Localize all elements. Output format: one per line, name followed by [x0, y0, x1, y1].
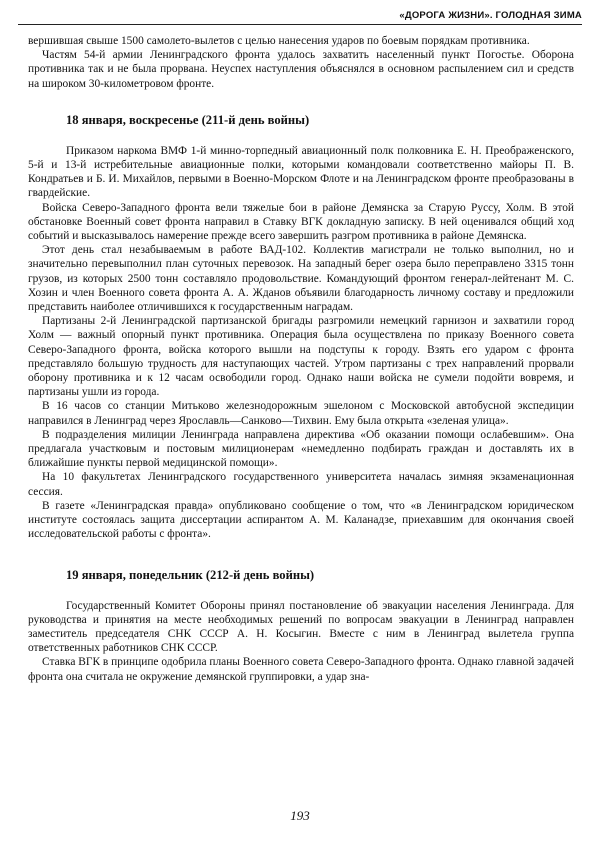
paragraph: В подразделения милиции Ленинграда направлена директива «Об оказании помощи ослабевшим». Она предлагала участковым и постовым милиционерам «немедленно подбирать граждан и доставлять их в ближайшие пункты первой медицинской помощи».: [28, 428, 574, 470]
paragraph: Частям 54-й армии Ленинградского фронта удалось захватить населенный пункт Погостье. Оборона противника так и не была прорвана. Неуспех наступления объяснялся в основном распылением сил и средств на широком 30-километровом фронте.: [28, 49, 574, 90]
spacer: [28, 91, 574, 113]
paragraph: Приказом наркома ВМФ 1-й минно-торпедный авиационный полк полковника Е. Н. Преображенского, 5-й и 13-й истребительные авиационные полки, которыми командовали соответственно майоры П. В. Кондратьев и Б. И. Михайлов, первыми в Военно-Морском Флоте и на Ленинградском фронте преобразованы в гвардейские.: [28, 144, 574, 200]
paragraph: Этот день стал незабываемым в работе ВАД-102. Коллектив магистрали не только выполнил, но и значительно перевыполнил план суточных перевозок. На западный берег озера было переправлено 3315 тонн грузов, из которых 2500 тонн составляло продовольствие. Командующий фронтом генерал-лейтенант М. С. Хозин и член Военного совета фронта А. А. Жданов объявили благодарность личному составу и предложили представить наиболее отличившихся к государственным наградам.: [28, 244, 574, 314]
section-heading-jan18: 18 января, воскресенье (211-й день войны): [66, 112, 310, 127]
spacer: [28, 128, 574, 144]
page-body: [28, 34, 574, 684]
paragraph: Войска Северо-Западного фронта вели тяжелые бои в районе Демянска за Старую Руссу, Холм. В этой обстановке Военный совет фронта направил в Ставку ВГК докладную записку. В ней оценивался общий ход событий и высказывалось намерение прежде всего завершить разгром противника в районе Демянска.: [28, 201, 574, 243]
spacer: [28, 542, 574, 568]
paragraph: В 16 часов со станции Митьково железнодорожным эшелоном с Московской автобусной экспедиции направился в Ленинград через Ярославль—Санково—Тихвин. Ему была открыта «зеленая улица».: [28, 400, 574, 427]
section-heading-jan19: 19 января, понедельник (212-й день войны): [66, 567, 315, 582]
page-number: 193: [290, 808, 310, 823]
running-head: «ДОРОГА ЖИЗНИ». ГОЛОДНАЯ ЗИМА: [399, 10, 582, 21]
spacer: [28, 583, 574, 599]
paragraph: В газете «Ленинградская правда» опубликовано сообщение о том, что «в Ленинградском юридическом институте состоялась защита диссертации аспирантом А. М. Каланадзе, приехавшим для окончания своей исследовательской работы с фронта».: [28, 499, 574, 541]
header-rule: [18, 24, 582, 25]
paragraph: Государственный Комитет Обороны принял постановление об эвакуации населения Ленинграда. Для руководства и принятия на месте необходимых решений по вопросам эвакуации в Ленинград направлен заместитель председателя СНК СССР А. Н. Косыгин. Вместе с ним в Ленинград вылетела группа ответственных работников СНК СССР.: [28, 599, 574, 655]
paragraph: На 10 факультетах Ленинградского государственного университета началась зимняя экзаменационная сессия.: [28, 471, 574, 498]
paragraph: Партизаны 2-й Ленинградской партизанской бригады разгромили немецкий гарнизон и захватили город Холм — важный опорный пункт противника. Операция была осуществлена по приказу Военного совета Северо-Западного фронта, войска которого вышли на подступы к городу. Взять его ударом с фронта представляло большую трудность для наступающих частей. Утром партизаны с трех направлений прорвали оборону противника и к 12 часам освободили город. Однако наши войска не сумели подойти вовремя, и партизаны ушли из города.: [28, 315, 574, 399]
paragraph: Ставка ВГК в принципе одобрила планы Военного совета Северо-Западного фронта. Однако главной задачей фронта она считала не окружение демянской группировки, а удар зна-: [28, 656, 574, 683]
paragraph: вершившая свыше 1500 самолето-вылетов с целью нанесения ударов по боевым порядкам противника.: [28, 35, 530, 47]
